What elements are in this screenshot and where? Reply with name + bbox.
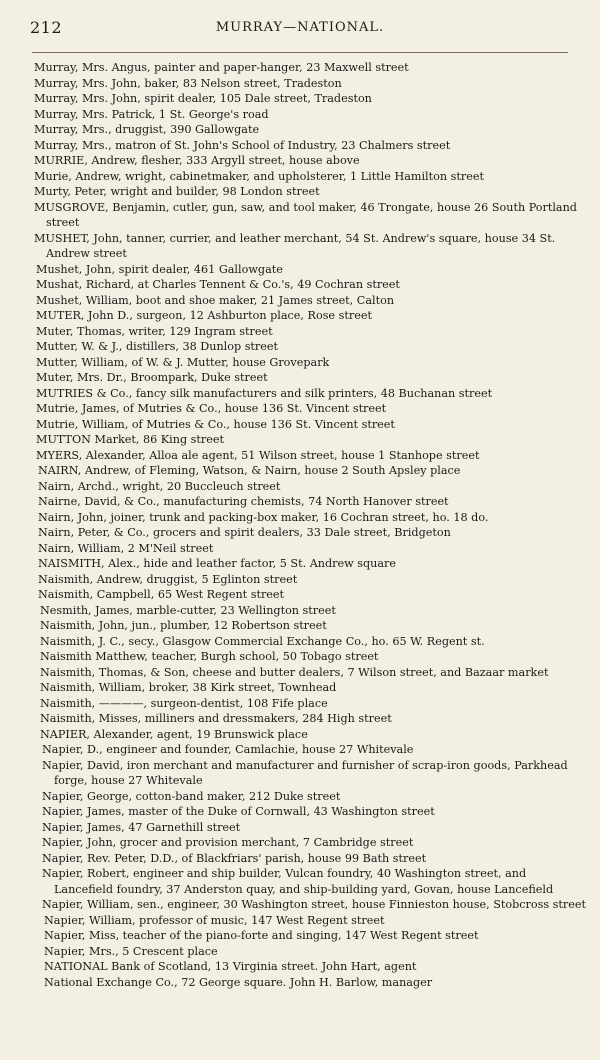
header-rule xyxy=(32,52,568,53)
directory-entry: Napier, John, grocer and provision merchant, 7 Cambridge street xyxy=(42,836,414,849)
directory-entry: Nairn, John, joiner, trunk and packing-box maker, 16 Cochran street, ho. 18 do. xyxy=(38,510,489,524)
directory-entry: Napier, Rev. Peter, D.D., of Blackfriars' parish, house 99 Bath street xyxy=(42,851,427,865)
directory-entry: Mutter, William, of W. & J. Mutter, house Grovepark xyxy=(36,355,330,369)
directory-entry: Nairn, Archd., wright, 20 Buccleuch street xyxy=(38,479,281,493)
directory-entry: Murty, Peter, wright and builder, 98 London street xyxy=(34,185,320,198)
directory-entry: Napier, Robert, engineer and ship builder, Vulcan foundry, 40 Washington street, and Lancefield foundry, 37 Anderston quay, and ship-building yard, Govan, house Lancefield xyxy=(42,867,554,896)
directory-entry: Nesmith, James, marble-cutter, 23 Wellington street xyxy=(40,603,336,617)
page-header xyxy=(30,18,570,40)
directory-entry: Naismith Matthew, teacher, Burgh school, 50 Tobago street xyxy=(40,650,379,663)
directory-entry: Nairne, David, & Co., manufacturing chemists, 74 North Hanover street xyxy=(38,495,449,508)
directory-entry: MUSHET, John, tanner, currier, and leather merchant, 54 St. Andrew's square, house 34 St. Andrew street xyxy=(34,231,556,260)
directory-entry: MUTTON Market, 86 King street xyxy=(36,433,224,446)
directory-entry: Mushet, William, boot and shoe maker, 21 James street, Calton xyxy=(36,293,395,307)
directory-entry: Nairn, Peter, & Co., grocers and spirit dealers, 33 Dale street, Bridgeton xyxy=(38,526,451,539)
directory-entry: National Exchange Co., 72 George square. John H. Barlow, manager xyxy=(44,975,433,989)
directory-entry: Naismith, Campbell, 65 West Regent street xyxy=(38,588,285,601)
directory-entry: Murray, Mrs. Patrick, 1 St. George's road xyxy=(34,107,269,121)
directory-entry: Naismith, ————, surgeon-dentist, 108 Fife place xyxy=(40,696,328,710)
directory-entry: Mutrie, James, of Mutries & Co., house 136 St. Vincent street xyxy=(36,402,387,415)
directory-entry: NAIRN, Andrew, of Fleming, Watson, & Nairn, house 2 South Apsley place xyxy=(38,464,461,477)
directory-entry: Muter, Thomas, writer, 129 Ingram street xyxy=(36,324,273,338)
directory-entry: Muter, Mrs. Dr., Broompark, Duke street xyxy=(36,371,268,384)
directory-entry: Napier, George, cotton-band maker, 212 Duke street xyxy=(42,789,341,803)
directory-entry: Mushat, Richard, at Charles Tennent & Co.'s, 49 Cochran street xyxy=(36,278,400,291)
directory-entry: Naismith, Thomas, & Son, cheese and butter dealers, 7 Wilson street, and Bazaar market xyxy=(40,665,549,679)
directory-entry: Naismith, John, jun., plumber, 12 Robertson street xyxy=(40,619,327,632)
directory-entry: Murray, Mrs., druggist, 390 Gallowgate xyxy=(34,123,260,136)
directory-entry: Napier, William, sen., engineer, 30 Washington street, house Finnieston house, Stobcross street xyxy=(42,898,586,911)
directory-entry: Napier, James, master of the Duke of Cornwall, 43 Washington street xyxy=(42,805,435,818)
directory-entry: Naismith, Misses, milliners and dressmakers, 284 High street xyxy=(40,712,392,725)
directory-entry: Murray, Mrs. John, spirit dealer, 105 Dale street, Tradeston xyxy=(34,92,372,105)
directory-entry: Mushet, John, spirit dealer, 461 Gallowgate xyxy=(36,262,283,276)
directory-entry: Murray, Mrs. Angus, painter and paper-hanger, 23 Maxwell street xyxy=(34,61,409,74)
directory-entry: NAPIER, Alexander, agent, 19 Brunswick place xyxy=(40,727,308,741)
directory-entry: MUTER, John D., surgeon, 12 Ashburton place, Rose street xyxy=(36,309,372,322)
directory-entry: Naismith, Andrew, druggist, 5 Eglinton street xyxy=(38,572,298,586)
directory-entry: Murie, Andrew, wright, cabinetmaker, and upholsterer, 1 Little Hamilton street xyxy=(34,169,484,183)
directory-entry: Nairn, William, 2 M'Neil street xyxy=(38,541,214,555)
directory-entries xyxy=(34,60,586,990)
page-number: 212 xyxy=(30,18,63,37)
directory-entry: MUSGROVE, Benjamin, cutler, gun, saw, and tool maker, 46 Trongate, house 26 South Portland street xyxy=(34,200,577,229)
directory-entry: Naismith, William, broker, 38 Kirk street, Townhead xyxy=(40,681,337,694)
directory-entry: Napier, David, iron merchant and manufacturer and furnisher of scrap-iron goods, Parkhead forge, house 27 Whitevale xyxy=(42,758,568,787)
directory-entry: MUTRIES & Co., fancy silk manufacturers and silk printers, 48 Buchanan street xyxy=(36,386,493,400)
directory-entry: MURRIE, Andrew, flesher, 333 Argyll street, house above xyxy=(34,154,360,167)
directory-entry: NAISMITH, Alex., hide and leather factor, 5 St. Andrew square xyxy=(38,557,396,570)
directory-entry: Napier, James, 47 Garnethill street xyxy=(42,820,241,834)
directory-entry: Naismith, J. C., secy., Glasgow Commercial Exchange Co., ho. 65 W. Regent st. xyxy=(40,634,485,648)
directory-entry: NATIONAL Bank of Scotland, 13 Virginia street. John Hart, agent xyxy=(44,960,417,973)
directory-entry: MYERS, Alexander, Alloa ale agent, 51 Wilson street, house 1 Stanhope street xyxy=(36,448,480,462)
directory-entry: Murray, Mrs., matron of St. John's School of Industry, 23 Chalmers street xyxy=(34,138,451,152)
directory-entry: Murray, Mrs. John, baker, 83 Nelson street, Tradeston xyxy=(34,76,342,90)
running-head: MURRAY—NATIONAL. xyxy=(215,20,385,35)
directory-entry: Napier, Miss, teacher of the piano-forte and singing, 147 West Regent street xyxy=(44,929,479,942)
directory-entry: Mutrie, William, of Mutries & Co., house 136 St. Vincent street xyxy=(36,417,395,431)
directory-entry: Napier, Mrs., 5 Crescent place xyxy=(44,944,218,958)
directory-entry: Napier, William, professor of music, 147 West Regent street xyxy=(44,913,385,927)
directory-entry: Mutter, W. & J., distillers, 38 Dunlop street xyxy=(36,340,279,353)
directory-entry: Napier, D., engineer and founder, Camlachie, house 27 Whitevale xyxy=(42,743,414,756)
